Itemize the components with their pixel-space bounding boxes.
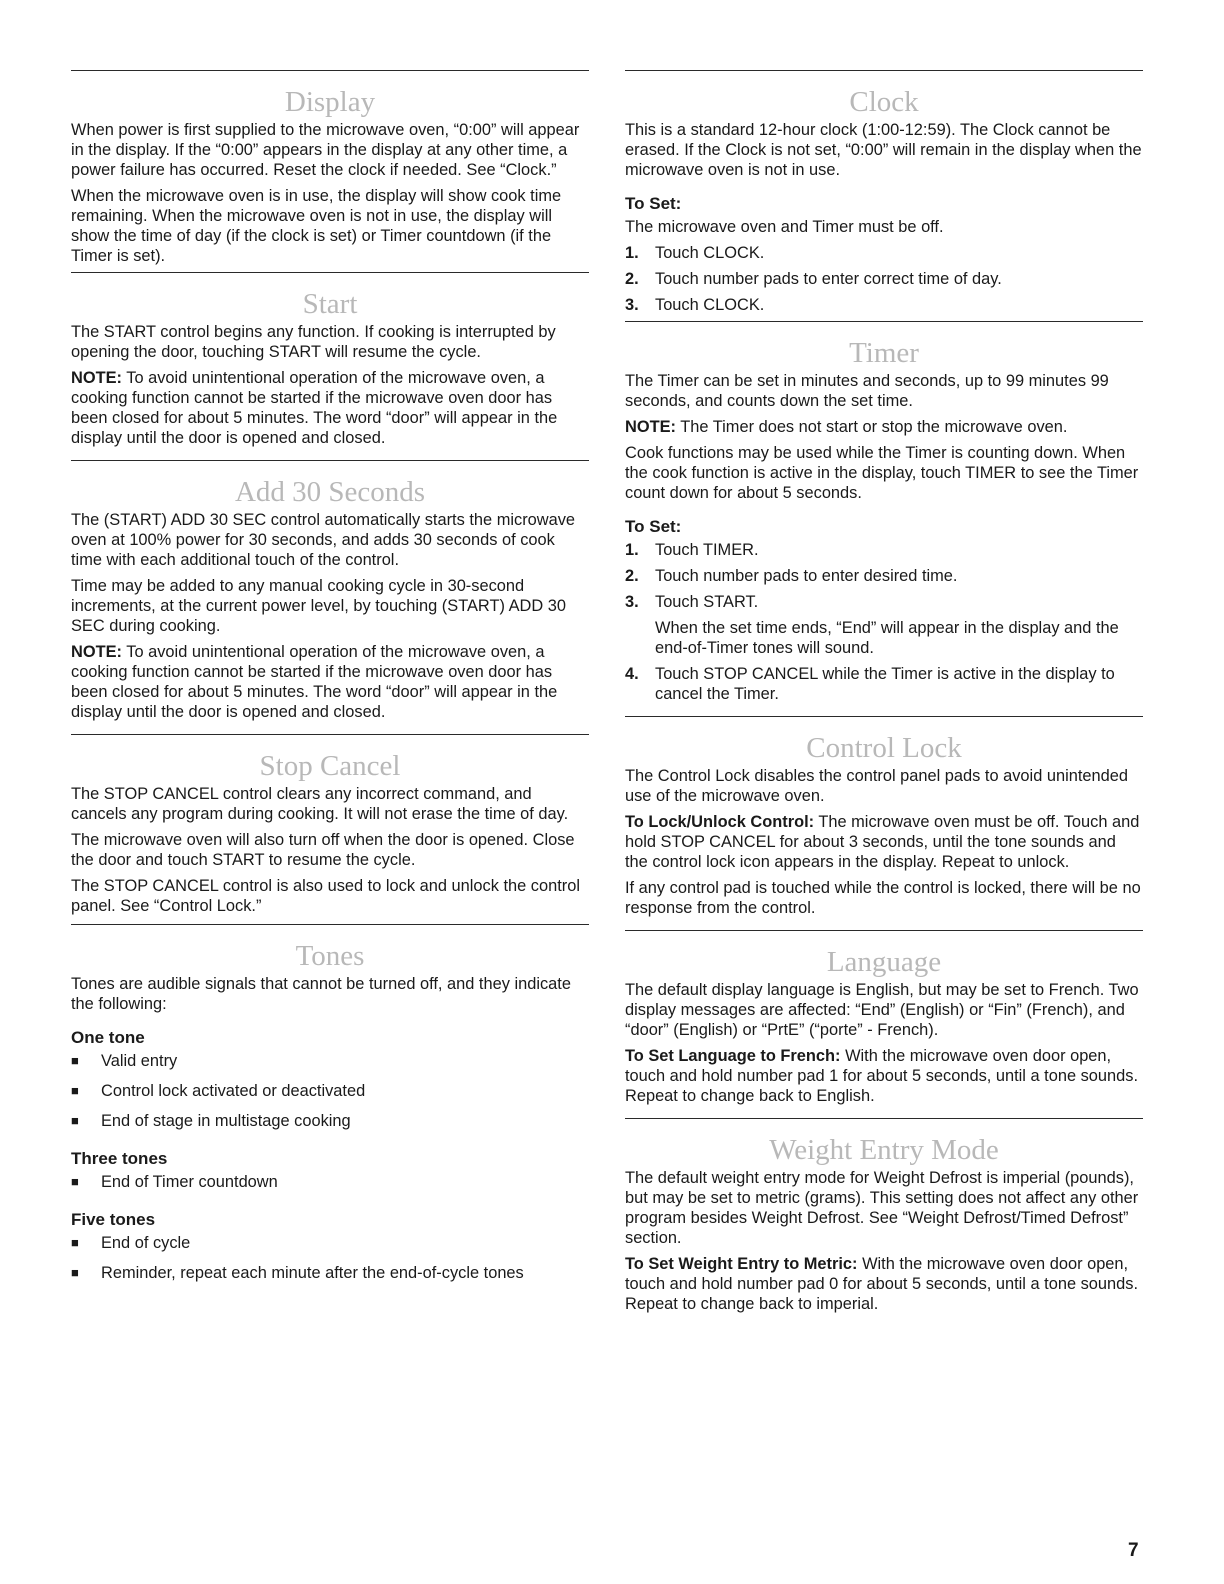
lock-label: To Lock/Unlock Control: bbox=[625, 813, 815, 831]
timer-paragraph-2: Cook functions may be used while the Timer is counting down. When the cook function is active in the display, touch TIMER to see the Timer count down for about 5 seconds. bbox=[625, 444, 1139, 502]
list-item: 3. Touch START. When the set time ends, “End” will appear in the display and the end-of-Timer tones will sound. bbox=[625, 592, 1143, 658]
note-label: NOTE: bbox=[625, 418, 676, 436]
note-text: To avoid unintentional operation of the microwave oven, a cooking function cannot be started if the microwave oven door has been closed for about 5 minutes. The word “door” will appear in the display until the door is opened and closed. bbox=[71, 643, 558, 721]
list-item: ■ Reminder, repeat each minute after the end-of-cycle tones bbox=[71, 1264, 524, 1282]
weight-label: To Set Weight Entry to Metric: bbox=[625, 1255, 858, 1273]
start-section bbox=[71, 272, 589, 448]
note-text: The Timer does not start or stop the microwave oven. bbox=[676, 418, 1068, 436]
tones-section bbox=[71, 924, 589, 1283]
add30-section bbox=[71, 460, 589, 722]
bullet-icon: ■ bbox=[71, 1113, 79, 1128]
timer-paragraph-1: The Timer can be set in minutes and seconds, up to 99 minutes 99 seconds, and counts down the set time. bbox=[625, 372, 1109, 410]
three-tones-label: Three tones bbox=[71, 1149, 168, 1168]
display-section bbox=[71, 70, 589, 266]
note-label: NOTE: bbox=[71, 369, 122, 387]
language-instruction bbox=[625, 1046, 1143, 1106]
step-note: When the set time ends, “End” will appear in the display and the end-of-Timer tones will sound. bbox=[655, 619, 1119, 657]
control-lock-section bbox=[625, 716, 1143, 918]
start-note bbox=[71, 368, 589, 448]
list-item: 2. Touch number pads to enter desired time. bbox=[625, 567, 958, 585]
right-column bbox=[625, 70, 1143, 1320]
clock-paragraph-1: This is a standard 12-hour clock (1:00-12:59). The Clock cannot be erased. If the Clock is not set, “0:00” will remain in the display when the microwave oven is not in use. bbox=[625, 121, 1142, 179]
list-item: 3. Touch CLOCK. bbox=[625, 296, 765, 314]
note-text: To avoid unintentional operation of the microwave oven, a cooking function cannot be started if the microwave oven door has been closed for about 5 minutes. The word “door” will appear in the display until the door is opened and closed. bbox=[71, 369, 558, 447]
list-item: 2. Touch number pads to enter correct time of day. bbox=[625, 270, 1002, 288]
note-label: NOTE: bbox=[71, 643, 122, 661]
list-item: ■ End of stage in multistage cooking bbox=[71, 1112, 351, 1130]
left-column bbox=[71, 70, 589, 1289]
three-tones-list bbox=[71, 1172, 589, 1192]
weight-instruction bbox=[625, 1254, 1143, 1314]
lock-instruction bbox=[625, 812, 1143, 872]
list-item: ■ Control lock activated or deactivated bbox=[71, 1082, 366, 1100]
weight-paragraph-1: The default weight entry mode for Weight Defrost is imperial (pounds), but may be set to metric (grams). This setting does not affect any other program besides Weight Defrost. See “Weight Defrost/Timed Defrost” section. bbox=[625, 1169, 1139, 1247]
stop-paragraph-3: The STOP CANCEL control is also used to lock and unlock the control panel. See “Control Lock.” bbox=[71, 877, 580, 915]
display-paragraph-1: When power is first supplied to the microwave oven, “0:00” will appear in the display. If the “0:00” appears in the display at any other time, a power failure has occurred. Reset the clock if needed. See “Clock.” bbox=[71, 121, 580, 179]
clock-section bbox=[625, 70, 1143, 315]
list-item: 1. Touch TIMER. bbox=[625, 541, 759, 559]
timer-heading: Timer bbox=[849, 337, 919, 369]
timer-note bbox=[625, 417, 1143, 437]
clock-heading: Clock bbox=[849, 86, 919, 118]
start-paragraph-1: The START control begins any function. If cooking is interrupted by opening the door, touching START will resume the cycle. bbox=[71, 323, 556, 361]
bullet-icon: ■ bbox=[71, 1235, 79, 1250]
language-paragraph-1: The default display language is English, but may be set to French. Two display messages are affected: “End” (English) or “Fin” (French), and “door” (English) or “PrtE” (“porte” - French). bbox=[625, 981, 1139, 1039]
tones-paragraph-1: Tones are audible signals that cannot be turned off, and they indicate the following: bbox=[71, 975, 571, 1013]
timer-section bbox=[625, 321, 1143, 704]
weight-text: With the microwave oven door open, touch and hold number pad 0 for about 5 seconds, until a tone sounds. Repeat to change back to imperial. bbox=[625, 1255, 1139, 1313]
weight-entry-heading: Weight Entry Mode bbox=[769, 1134, 999, 1166]
page-number: 7 bbox=[1128, 1540, 1139, 1561]
bullet-icon: ■ bbox=[71, 1083, 79, 1098]
add30-heading: Add 30 Seconds bbox=[234, 476, 426, 508]
tones-heading: Tones bbox=[295, 940, 365, 972]
list-item: ■ End of Timer countdown bbox=[71, 1173, 278, 1191]
stop-paragraph-2: The microwave oven will also turn off when the door is opened. Close the door and touch START to resume the cycle. bbox=[71, 831, 575, 869]
one-tone-list bbox=[71, 1051, 589, 1131]
list-item: ■ End of cycle bbox=[71, 1234, 191, 1252]
add30-paragraph-1: The (START) ADD 30 SEC control automatically starts the microwave oven at 100% power for 30 seconds, and adds 30 seconds of cook time with each additional touch of the control. bbox=[71, 511, 576, 569]
stop-cancel-section bbox=[71, 734, 589, 916]
one-tone-label: One tone bbox=[71, 1028, 145, 1047]
add30-paragraph-2: Time may be added to any manual cooking cycle in 30-second increments, at the current power level, by touching (START) ADD 30 SEC during cooking. bbox=[71, 577, 566, 635]
list-item: ■ Valid entry bbox=[71, 1052, 178, 1070]
language-heading: Language bbox=[826, 946, 942, 978]
five-tones-label: Five tones bbox=[71, 1210, 156, 1229]
timer-to-set-label: To Set: bbox=[625, 517, 682, 536]
lock-paragraph-1: The Control Lock disables the control panel pads to avoid unintended use of the microwave oven. bbox=[625, 767, 1128, 805]
bullet-icon: ■ bbox=[71, 1265, 79, 1280]
bullet-icon: ■ bbox=[71, 1174, 79, 1189]
clock-to-set-label: To Set: bbox=[625, 194, 682, 213]
weight-entry-section bbox=[625, 1118, 1143, 1314]
stop-paragraph-1: The STOP CANCEL control clears any incorrect command, and cancels any program during cooking. It will not erase the time of day. bbox=[71, 785, 569, 823]
clock-to-set-text: The microwave oven and Timer must be off. bbox=[625, 218, 944, 236]
stop-cancel-heading: Stop Cancel bbox=[259, 750, 401, 782]
list-item: 1. Touch CLOCK. bbox=[625, 244, 765, 262]
language-section bbox=[625, 930, 1143, 1106]
clock-steps bbox=[625, 243, 1143, 315]
start-heading: Start bbox=[302, 288, 358, 320]
list-item: 4. Touch STOP CANCEL while the Timer is active in the display to cancel the Timer. bbox=[625, 665, 1115, 703]
timer-steps bbox=[625, 540, 1143, 704]
language-label: To Set Language to French: bbox=[625, 1047, 841, 1065]
bullet-icon: ■ bbox=[71, 1053, 79, 1068]
control-lock-heading: Control Lock bbox=[806, 732, 962, 764]
add30-note bbox=[71, 642, 589, 722]
display-paragraph-2: When the microwave oven is in use, the display will show cook time remaining. When the microwave oven is not in use, the display will show the time of day (if the clock is set) or Timer countdown (if the Timer is set). bbox=[71, 187, 562, 265]
display-heading: Display bbox=[284, 86, 376, 118]
lock-paragraph-2: If any control pad is touched while the control is locked, there will be no response from the control. bbox=[625, 879, 1141, 917]
five-tones-list bbox=[71, 1233, 589, 1283]
lock-text: The microwave oven must be off. Touch and hold STOP CANCEL for about 3 seconds, until the tone sounds and the control lock icon appears in the display. Repeat to unlock. bbox=[625, 813, 1140, 871]
language-text: With the microwave oven door open, touch and hold number pad 1 for about 5 seconds, until a tone sounds. Repeat to change back to English. bbox=[625, 1047, 1139, 1105]
